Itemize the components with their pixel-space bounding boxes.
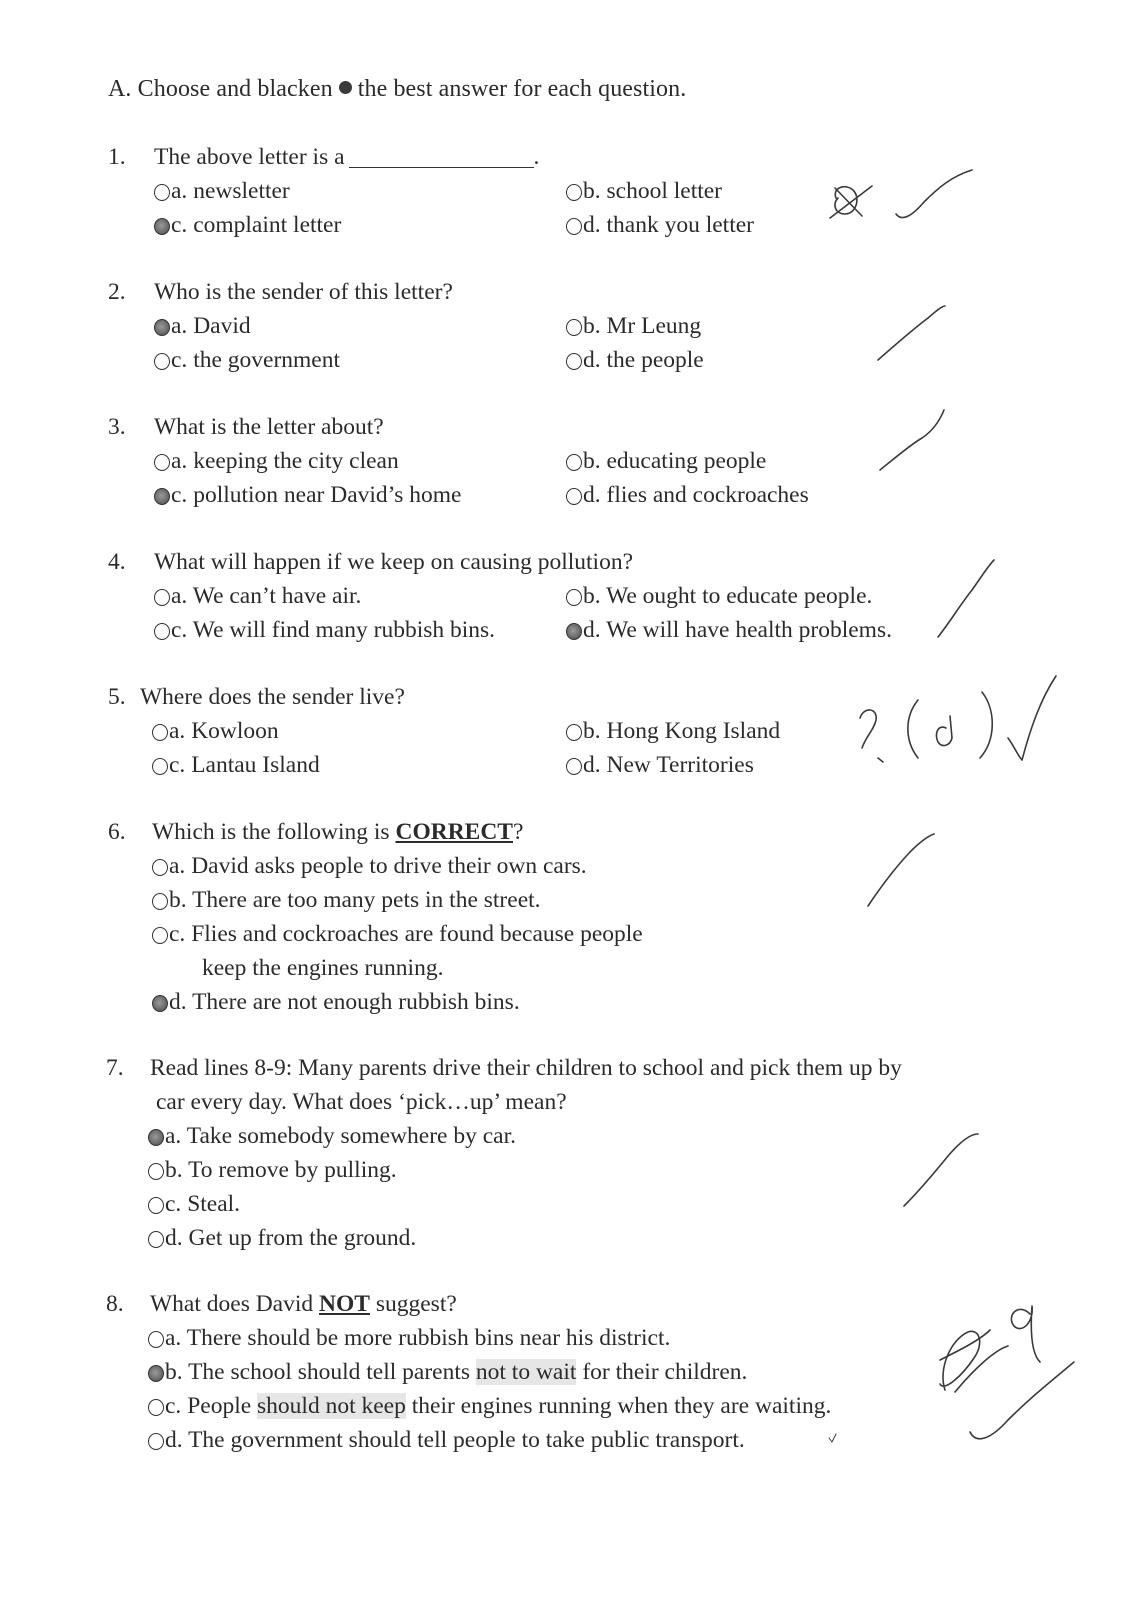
option-a[interactable]: a. David asks people to drive their own cars. — [152, 853, 587, 880]
handwritten-note-q5 — [860, 692, 992, 762]
question-stem: What is the letter about? — [154, 414, 384, 440]
question-number: 2. — [108, 279, 126, 305]
instruction-text-before: A. Choose and blacken — [108, 76, 333, 102]
tick-mark-q3 — [880, 410, 944, 470]
question-number: 3. — [108, 414, 126, 440]
option-b[interactable]: b. Hong Kong Island — [566, 718, 780, 745]
emphasis-word: CORRECT — [395, 819, 513, 845]
question-number: 8. — [106, 1291, 124, 1317]
question-number: 5. — [108, 684, 126, 710]
option-d[interactable]: d. thank you letter — [566, 212, 754, 239]
question-stem: Who is the sender of this letter? — [154, 279, 453, 305]
question-number: 4. — [108, 549, 126, 575]
question-stem: What will happen if we keep on causing pollution? — [154, 549, 634, 575]
option-c[interactable]: c. complaint letter — [154, 212, 341, 239]
option-a[interactable]: a. There should be more rubbish bins near his district. — [148, 1325, 670, 1352]
option-c[interactable]: c. Steal. — [148, 1191, 240, 1218]
tick-mark-q1 — [896, 170, 972, 218]
question-stem: Which is the following is CORRECT? — [152, 819, 524, 845]
option-b[interactable]: b. We ought to educate people. — [566, 583, 872, 610]
option-c[interactable]: c. People should not keep their engines running when they are waiting. — [148, 1393, 831, 1420]
tick-mark-q7 — [904, 1134, 978, 1206]
option-c[interactable]: c. Flies and cockroaches are found because people — [152, 921, 643, 948]
question-number: 6. — [108, 819, 126, 845]
crossed-out-mark-q8 — [940, 1330, 1008, 1392]
option-a[interactable]: a. Kowloon — [152, 718, 279, 745]
option-d[interactable]: d. the people — [566, 347, 704, 374]
option-b[interactable]: b. There are too many pets in the street. — [152, 887, 541, 914]
option-d[interactable]: d. There are not enough rubbish bins. — [152, 989, 520, 1016]
option-a[interactable]: a. newsletter — [154, 178, 290, 205]
option-a[interactable]: a. Take somebody somewhere by car. — [148, 1123, 516, 1150]
option-b[interactable]: b. Mr Leung — [566, 313, 701, 340]
question-stem: Where does the sender live? — [140, 684, 405, 710]
option-b[interactable]: b. To remove by pulling. — [148, 1157, 397, 1184]
highlighted-phrase: should not keep — [257, 1393, 406, 1419]
option-a[interactable]: a. keeping the city clean — [154, 448, 399, 475]
tick-mark-q4 — [938, 560, 994, 637]
instruction-text-after: the best answer for each question. — [357, 76, 687, 102]
option-c[interactable]: c. We will find many rubbish bins. — [154, 617, 495, 644]
option-b[interactable]: b. educating people — [566, 448, 766, 475]
question-number: 1. — [108, 144, 126, 170]
option-a[interactable]: a. David — [154, 313, 251, 340]
question-stem: Read lines 8-9: Many parents drive their children to school and pick them up by — [150, 1055, 902, 1081]
handwritten-9 — [1011, 1306, 1040, 1362]
tick-mark-q6 — [868, 834, 934, 906]
option-c-continued: keep the engines running. — [202, 955, 444, 981]
option-c[interactable]: c. pollution near David’s home — [154, 482, 461, 509]
emphasis-word: NOT — [319, 1291, 370, 1317]
option-d[interactable]: d. The government should tell people to take public transport. — [148, 1427, 745, 1454]
question-stem-line-2: car every day. What does ‘pick…up’ mean? — [156, 1089, 567, 1115]
option-d[interactable]: d. New Territories — [566, 752, 754, 779]
question-stem: What does David NOT suggest? — [150, 1291, 457, 1317]
option-d[interactable]: d. Get up from the ground. — [148, 1225, 416, 1252]
option-c[interactable]: c. Lantau Island — [152, 752, 320, 779]
option-d[interactable]: d. flies and cockroaches — [566, 482, 809, 509]
option-b[interactable]: b. school letter — [566, 178, 722, 205]
tick-mark-q8 — [970, 1362, 1074, 1439]
tick-mark-q5 — [1008, 676, 1056, 760]
question-number: 7. — [106, 1055, 124, 1081]
small-tick-mark — [829, 1434, 836, 1442]
option-d[interactable]: d. We will have health problems. — [566, 617, 892, 644]
option-a[interactable]: a. We can’t have air. — [154, 583, 361, 610]
option-b[interactable]: b. The school should tell parents not to wait for their children. — [148, 1359, 747, 1386]
tick-mark-q2 — [878, 306, 945, 360]
crossed-out-mark-q1 — [830, 186, 872, 218]
question-stem: The above letter is a . — [154, 144, 540, 170]
highlighted-phrase: not to wait — [475, 1359, 577, 1385]
option-c[interactable]: c. the government — [154, 347, 340, 374]
